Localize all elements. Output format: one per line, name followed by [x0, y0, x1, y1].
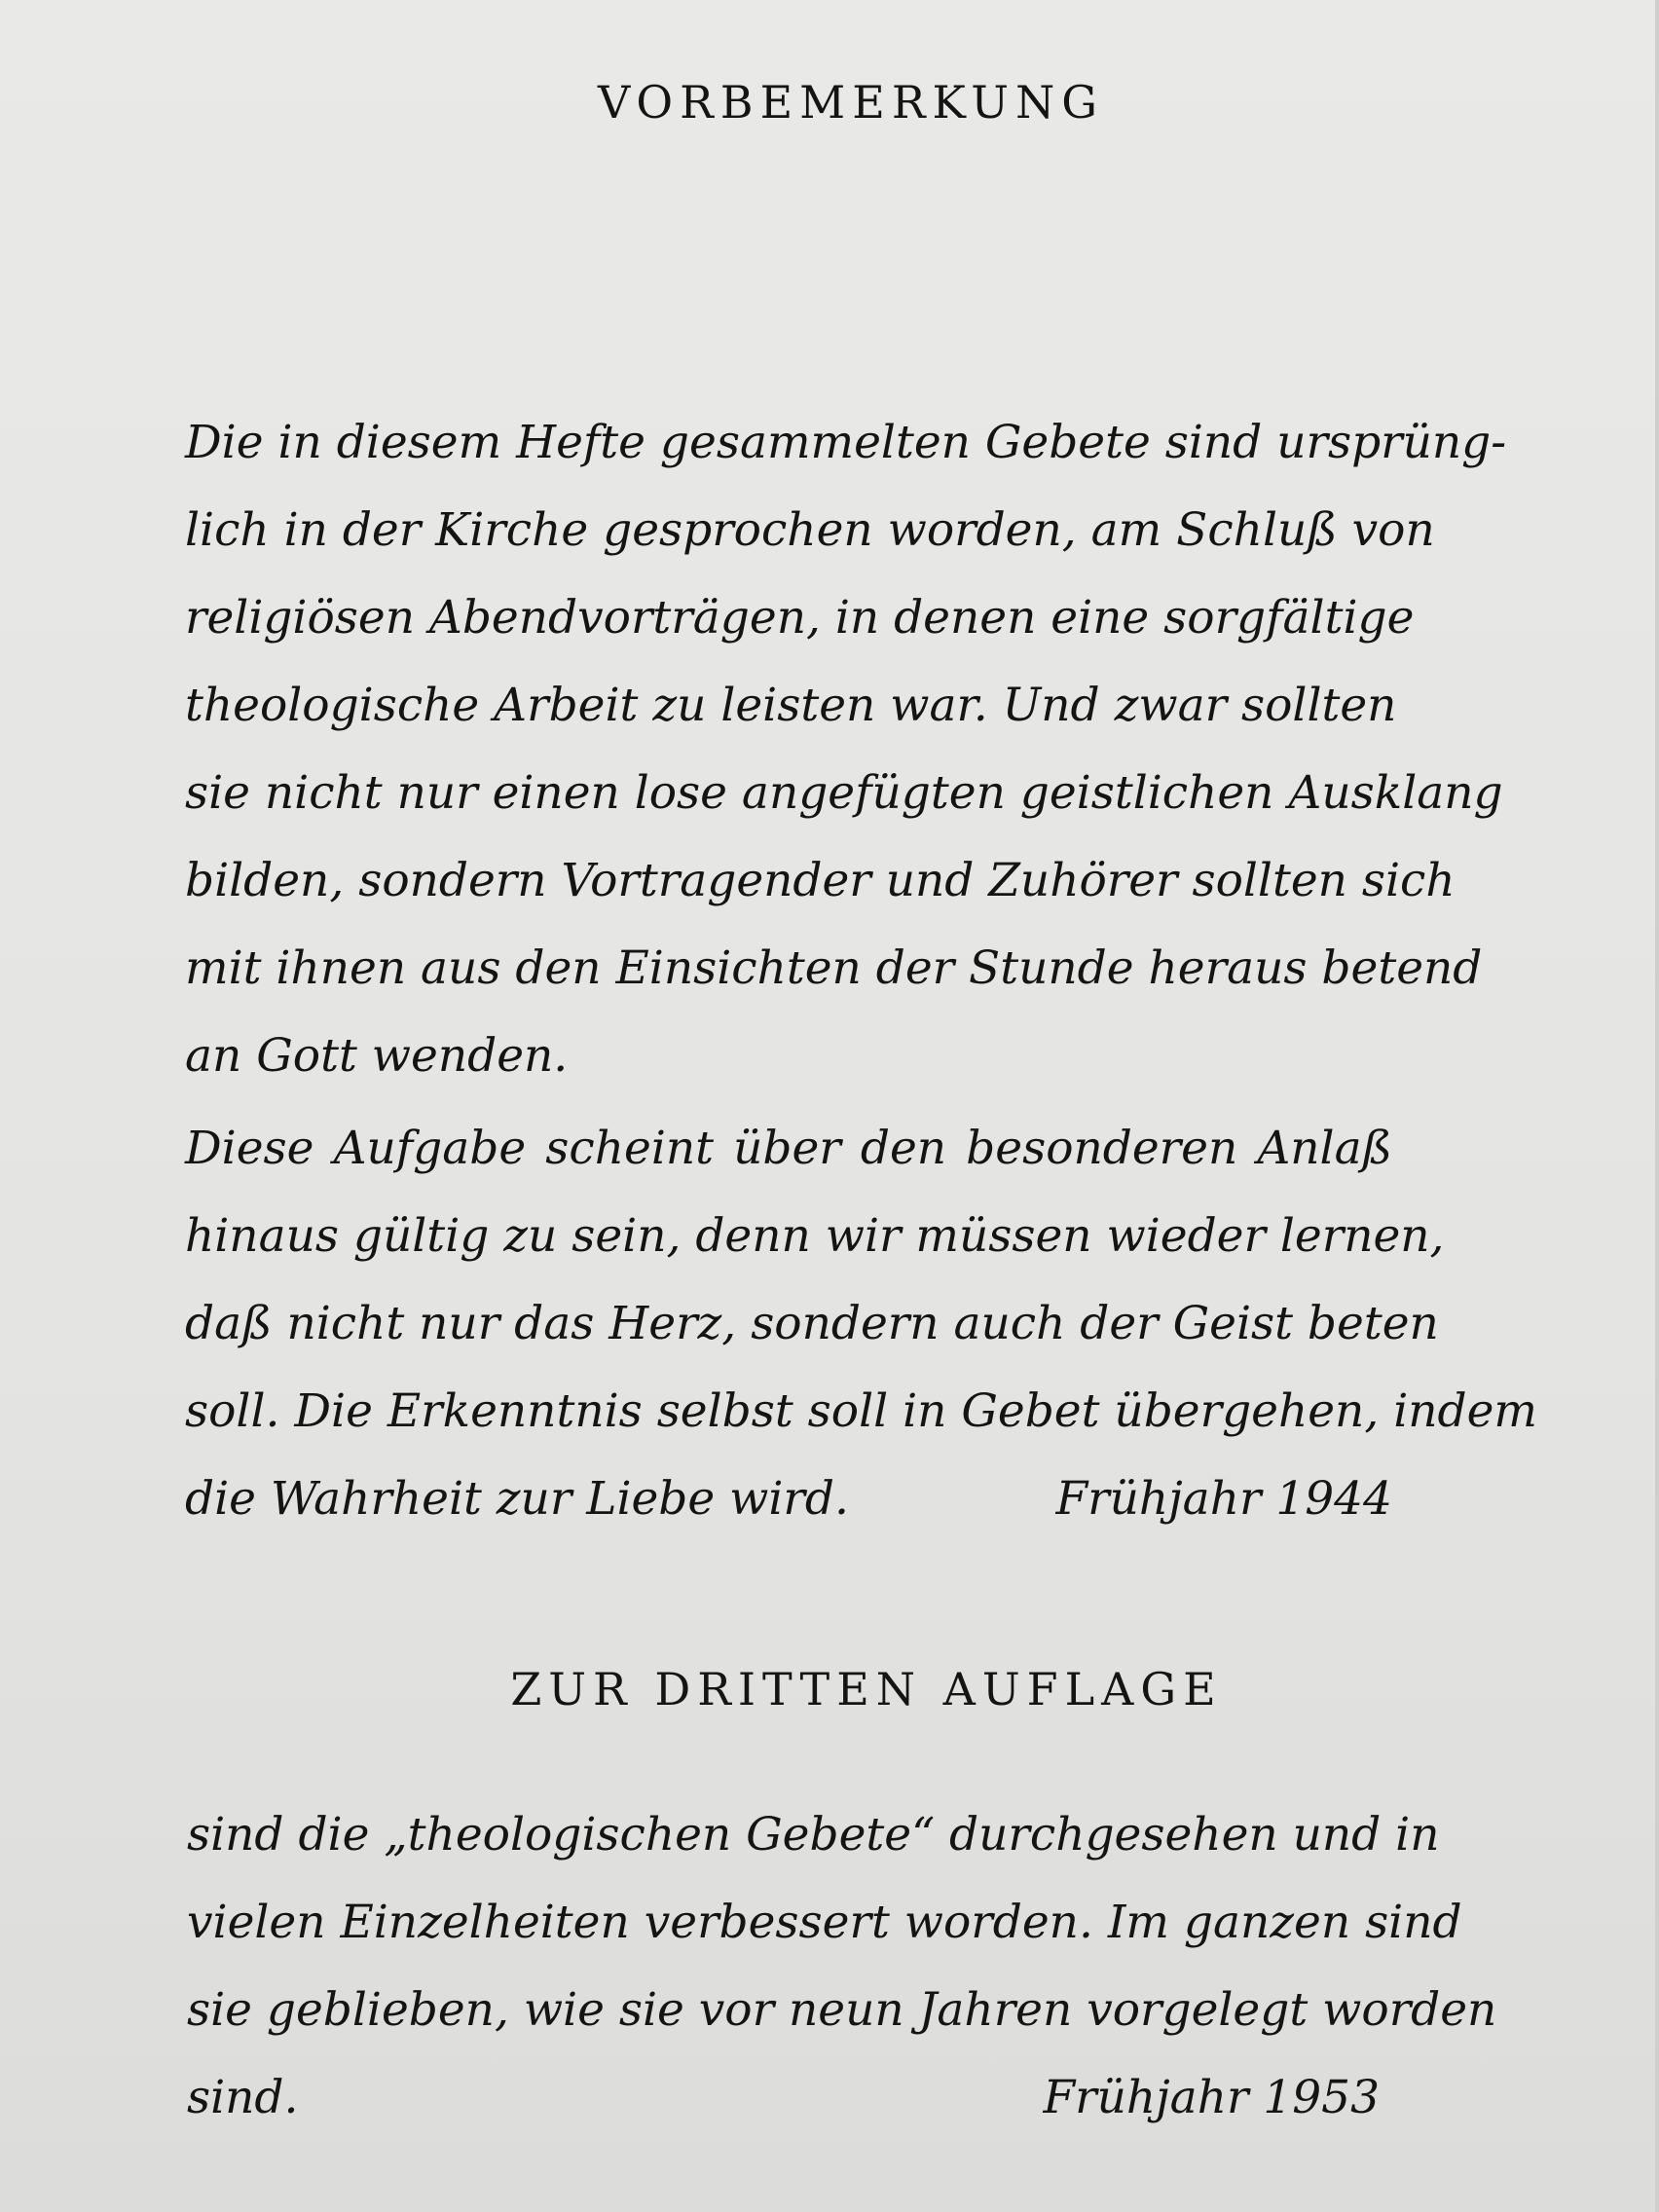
text-line: bilden, sondern Vortragender und Zuhörer sollten sich: [185, 854, 1456, 907]
heading-vorbemerkung: VORBEMERKUNG: [598, 76, 1104, 129]
text-line: Die in diesem Hefte gesammelten Gebete sind ursprüng-: [185, 416, 1507, 469]
text-line: daß nicht nur das Herz, sondern auch der Geist beten: [185, 1297, 1439, 1350]
text-line: sind die „theologischen Gebete“ durchgesehen und in: [187, 1808, 1440, 1862]
text-line: soll. Die Erkenntnis selbst soll in Gebet übergehen, indem: [185, 1384, 1537, 1438]
closing-line-1: [185, 1456, 1392, 1543]
text-line: an Gott wenden.: [185, 1029, 569, 1083]
text-line: vielen Einzelheiten verbessert worden. Im ganzen sind: [187, 1896, 1462, 1949]
text-line: mit ihnen aus den Einsichten der Stunde heraus betend: [185, 941, 1483, 995]
text-line: die Wahrheit zur Liebe wird.: [185, 1472, 849, 1526]
text-line: lich in der Kirche gesprochen worden, am Schluß von: [185, 503, 1435, 557]
paragraph-1: [185, 399, 1507, 1100]
text-line: theologische Arbeit zu leisten war. Und zwar sollten: [185, 679, 1397, 732]
paragraph-3: [187, 1791, 1497, 2142]
paragraph-2: [185, 1105, 1537, 1543]
closing-line-2: [187, 2054, 1380, 2142]
text-line: sie nicht nur einen lose angefügten geistlichen Ausklang: [185, 766, 1503, 820]
text-line: hinaus gültig zu sein, denn wir müssen wieder lernen,: [185, 1209, 1445, 1263]
text-line: religiösen Abendvorträgen, in denen eine sorgfältige: [185, 591, 1415, 645]
page-edge-shadow: [1655, 0, 1659, 2212]
heading-zur-dritten-auflage: ZUR DRITTEN AUFLAGE: [510, 1663, 1223, 1715]
date-1953: Frühjahr 1953: [1043, 2071, 1380, 2124]
text-line: sie geblieben, wie sie vor neun Jahren vorgelegt worden: [187, 1983, 1497, 2037]
text-line: Diese Aufgabe scheint über den besonderen Anlaß: [185, 1122, 1392, 1175]
date-1944: Frühjahr 1944: [1055, 1472, 1392, 1526]
text-line: sind.: [187, 2071, 299, 2124]
